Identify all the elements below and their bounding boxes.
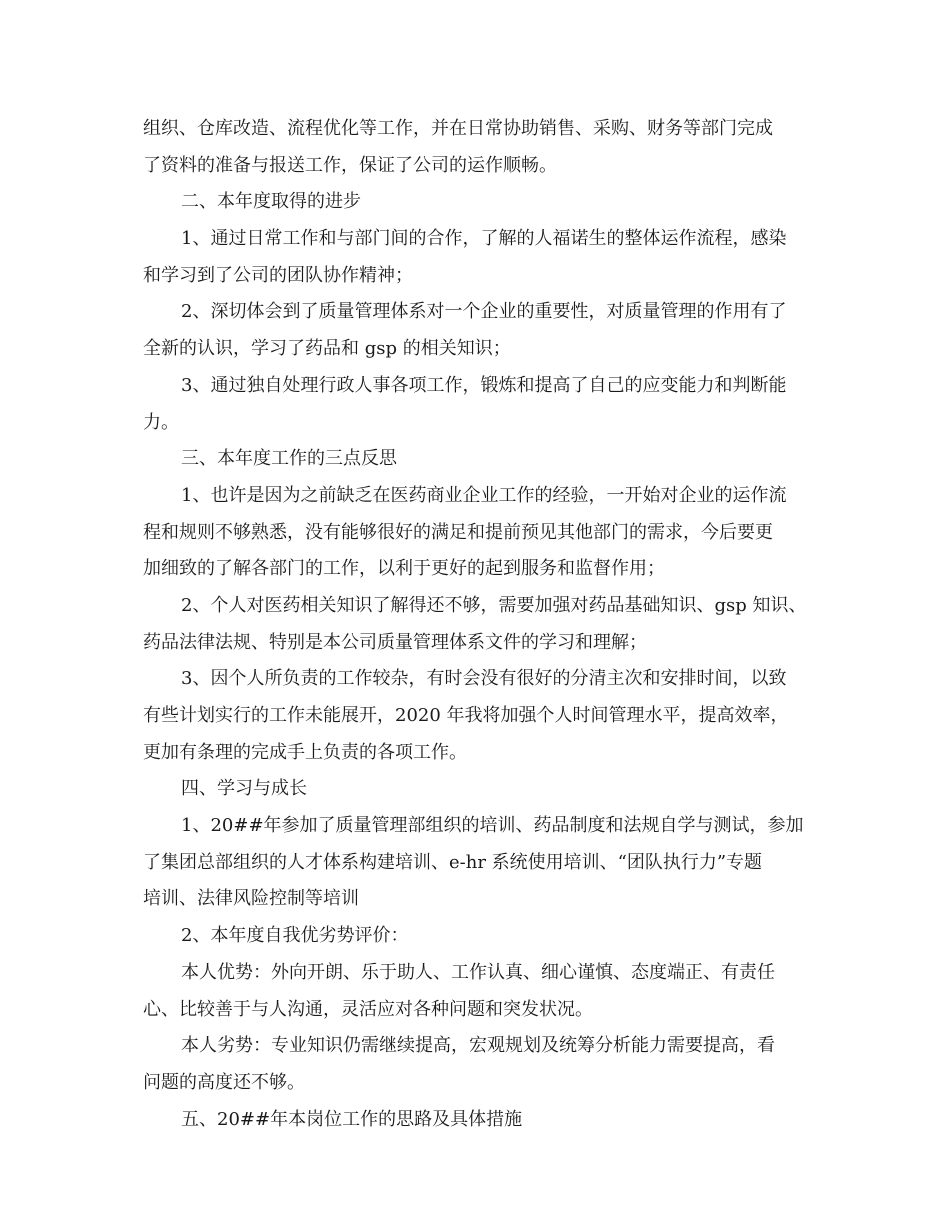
text-line: 加细致的了解各部门的工作，以利于更好的起到服务和监督作用； bbox=[143, 558, 665, 580]
text-line: 本人劣势：专业知识仍需继续提高，宏观规划及统筹分析能力需要提高，看 bbox=[181, 1035, 775, 1057]
section-heading: 三、本年度工作的三点反思 bbox=[181, 448, 397, 470]
text-line: 更加有条理的完成手上负责的各项工作。 bbox=[143, 741, 467, 763]
text-line: 培训、法律风险控制等培训 bbox=[143, 888, 359, 910]
section-heading: 四、学习与成长 bbox=[181, 778, 307, 800]
text-line: 1、20##年参加了质量管理部组织的培训、药品制度和法规自学与测试，参加 bbox=[181, 815, 804, 837]
text-line: 本人优势：外向开朗、乐于助人、工作认真、细心谨慎、态度端正、有责任 bbox=[181, 961, 775, 983]
text-line: 有些计划实行的工作未能展开，2020 年我将加强个人时间管理水平，提高效率， bbox=[143, 705, 789, 726]
text-line: 了集团总部组织的人才体系构建培训、e-hr 系统使用培训、“团队执行力”专题 bbox=[143, 851, 763, 873]
text-line: 和学习到了公司的团队协作精神； bbox=[143, 264, 413, 286]
text-line: 问题的高度还不够。 bbox=[143, 1071, 305, 1093]
text-line: 心、比较善于与人沟通，灵活应对各种问题和突发状况。 bbox=[143, 998, 593, 1020]
text-line: 1、也许是因为之前缺乏在医药商业企业工作的经验，一开始对企业的运作流 bbox=[181, 484, 787, 506]
text-line: 了资料的准备与报送工作，保证了公司的运作顺畅。 bbox=[143, 154, 557, 176]
section-heading: 五、20##年本岗位工作的思路及具体措施 bbox=[181, 1108, 523, 1130]
text-line: 组织、仓库改造、流程优化等工作，并在日常协助销售、采购、财务等部门完成 bbox=[143, 118, 773, 139]
text-line: 2、个人对医药相关知识了解得还不够，需要加强对药品基础知识、gsp 知识、 bbox=[181, 594, 807, 616]
text-line: 2、深切体会到了质量管理体系对一个企业的重要性，对质量管理的作用有了 bbox=[181, 301, 787, 323]
text-line: 3、因个人所负责的工作较杂，有时会没有很好的分清主次和安排时间，以致 bbox=[181, 668, 787, 690]
text-line: 药品法律法规、特别是本公司质量管理体系文件的学习和理解； bbox=[143, 631, 647, 653]
text-line: 3、通过独自处理行政人事各项工作，锻炼和提高了自己的应变能力和判断能 bbox=[181, 374, 787, 396]
text-line: 2、本年度自我优劣势评价： bbox=[181, 925, 409, 947]
text-line: 程和规则不够熟悉，没有能够很好的满足和提前预见其他部门的需求，今后要更 bbox=[143, 521, 773, 543]
section-heading: 二、本年度取得的进步 bbox=[181, 191, 361, 213]
text-line: 力。 bbox=[143, 411, 179, 433]
text-line: 1、通过日常工作和与部门间的合作，了解的人福诺生的整体运作流程，感染 bbox=[181, 228, 787, 250]
text-line: 全新的认识，学习了药品和 gsp 的相关知识； bbox=[143, 338, 511, 360]
document-body bbox=[143, 111, 811, 1138]
